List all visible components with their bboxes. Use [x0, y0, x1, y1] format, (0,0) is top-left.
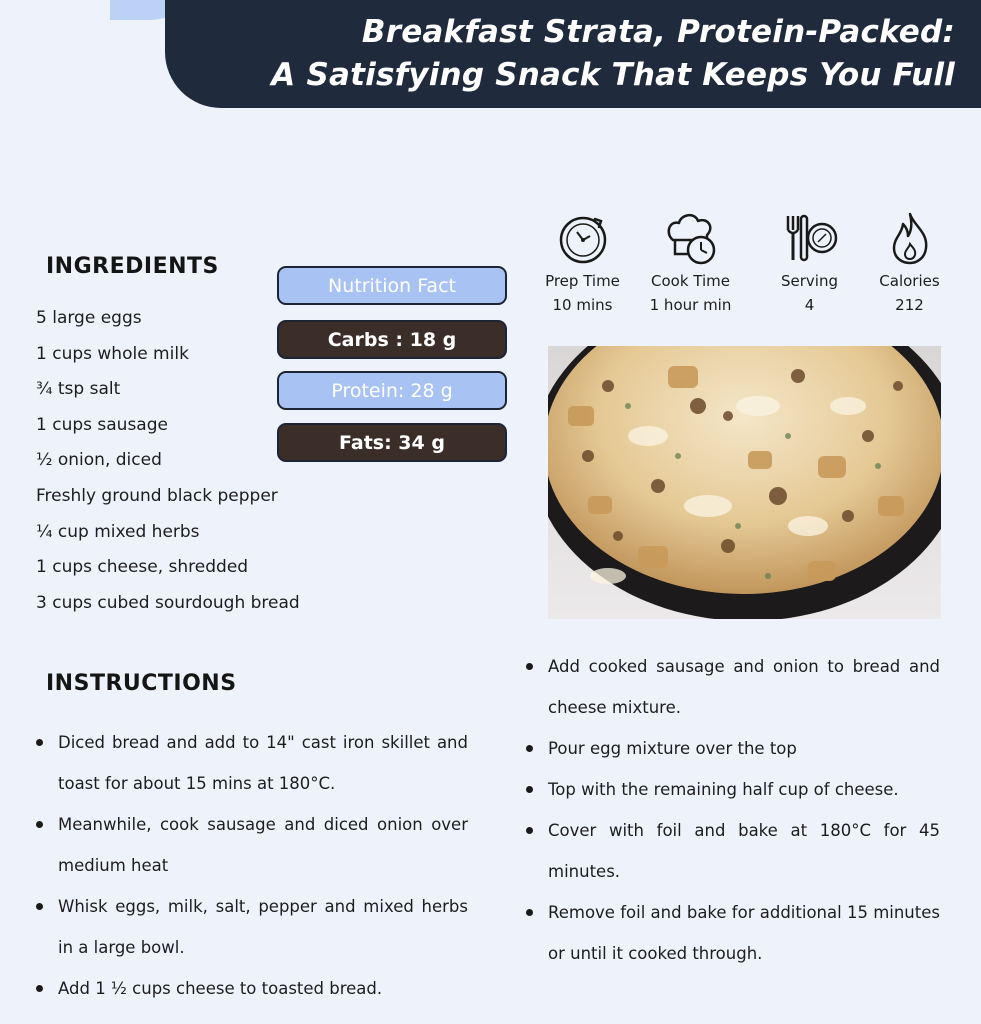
title-banner	[165, 0, 981, 108]
instructions-heading: INSTRUCTIONS	[46, 671, 237, 696]
page-title-line-1: Breakfast Strata, Protein-Packed:	[361, 14, 955, 50]
stat-prep-time	[530, 210, 635, 314]
nutrition-carbs: Carbs : 18 g	[277, 320, 507, 359]
instruction-step: Pour egg mixture over the top	[526, 728, 940, 769]
serving-value: 4	[804, 296, 815, 314]
instructions-list-right	[526, 646, 940, 974]
cook-time-label: Cook Time	[651, 272, 730, 290]
instruction-step: Cover with foil and bake at 180°C for 45 minutes.	[526, 810, 940, 892]
ingredient-item: ¾ tsp salt	[36, 379, 121, 400]
plate-cutlery-icon	[782, 210, 838, 266]
ingredient-item: 3 cups cubed sourdough bread	[36, 592, 300, 613]
nutrition-fact-heading: Nutrition Fact	[277, 266, 507, 305]
flame-icon	[882, 210, 938, 266]
chef-hat-clock-icon	[663, 210, 719, 266]
ingredients-list	[36, 301, 300, 621]
stat-calories	[857, 210, 962, 314]
ingredient-item: 5 large eggs	[36, 308, 142, 328]
ingredient-item: ½ onion, diced	[36, 450, 162, 471]
cook-time-value: 1 hour min	[649, 296, 732, 314]
page-title-line-2: A Satisfying Snack That Keeps You Full	[271, 57, 955, 93]
instruction-step: Top with the remaining half cup of cheese.	[526, 769, 940, 810]
stat-serving	[757, 210, 862, 314]
instruction-step: Whisk eggs, milk, salt, pepper and mixed herbs in a large bowl.	[36, 886, 468, 968]
instructions-list-left	[36, 722, 468, 1009]
strata-photo	[548, 346, 941, 619]
nutrition-protein: Protein: 28 g	[277, 371, 507, 410]
ingredients-heading: INGREDIENTS	[46, 254, 219, 279]
calories-value: 212	[895, 296, 924, 314]
instruction-step: Add cooked sausage and onion to bread and cheese mixture.	[526, 646, 940, 728]
nutrition-fats: Fats: 34 g	[277, 423, 507, 462]
recipe-stats	[530, 210, 950, 320]
stopwatch-icon	[555, 210, 611, 266]
ingredient-item: ¼ cup mixed herbs	[36, 521, 200, 542]
calories-label: Calories	[879, 272, 940, 290]
stat-cook-time	[638, 210, 743, 314]
strata-skillet-image	[548, 346, 941, 619]
ingredient-item: Freshly ground black pepper	[36, 485, 278, 506]
instruction-step: Add 1 ½ cups cheese to toasted bread.	[36, 968, 468, 1009]
prep-time-value: 10 mins	[552, 296, 613, 314]
instruction-step: Remove foil and bake for additional 15 minutes or until it cooked through.	[526, 892, 940, 974]
ingredient-item: 1 cups sausage	[36, 414, 168, 435]
prep-time-label: Prep Time	[545, 272, 620, 290]
ingredient-item: 1 cups whole milk	[36, 343, 189, 364]
instruction-step: Meanwhile, cook sausage and diced onion over medium heat	[36, 804, 468, 886]
instruction-step: Diced bread and add to 14" cast iron skillet and toast for about 15 mins at 180°C.	[36, 722, 468, 804]
serving-label: Serving	[781, 272, 838, 290]
ingredient-item: 1 cups cheese, shredded	[36, 557, 249, 578]
